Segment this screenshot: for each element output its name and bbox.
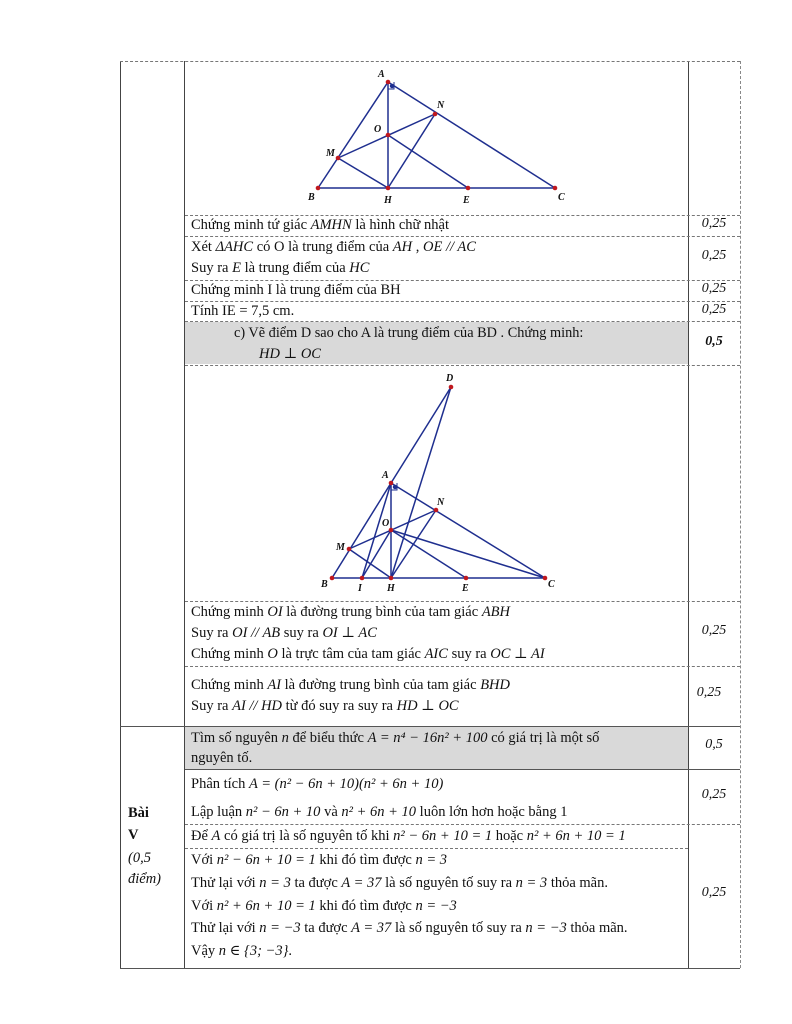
proof-oi-parallel: Suy ra OI // AB suy ra OI ⊥ AC [191, 625, 377, 641]
point-label: N [437, 497, 445, 508]
part-c-prompt: c) Vẽ điểm D sao cho A là trung điểm của BD . Chứng minh: [234, 325, 584, 341]
part-c-prompt-goal: HD ⊥ OC [259, 346, 321, 362]
bai5-points: (0,5 [128, 850, 151, 866]
score: 0,25 [701, 885, 727, 900]
bai5-prime-condition: Để A có giá trị là số nguyên tố khi n² − 6n + 10 = 1 hoặc n² + 6n + 10 = 1 [191, 828, 626, 844]
row-sep [185, 666, 740, 667]
point-label: H [384, 195, 392, 206]
score: 0,25 [701, 281, 727, 296]
row-sep [185, 321, 740, 322]
point-label: E [463, 195, 470, 206]
point-label: I [358, 583, 362, 594]
point-label: D [446, 373, 454, 384]
score: 0,25 [701, 302, 727, 317]
point-label: M [326, 148, 335, 159]
score: 0,25 [701, 623, 727, 638]
bai5-case-1: Với n² − 6n + 10 = 1 khi đó tìm được n = 3 [191, 852, 447, 868]
table-top-border [120, 61, 740, 62]
score: 0,25 [701, 787, 727, 802]
row-sep [185, 824, 740, 825]
proof-ai-midline: Chứng minh AI là đường trung bình của tam giác BHD [191, 677, 510, 693]
point-label: M [336, 542, 345, 553]
score: 0,5 [705, 737, 723, 752]
bai5-task-end: nguyên tố. [191, 750, 253, 766]
bai5-check-2: Thử lại với n = −3 ta được A = 37 là số nguyên tố suy ra n = −3 thỏa mãn. [191, 920, 628, 936]
bai5-number: V [128, 827, 139, 843]
bai5-conclusion: Vậy n ∈ {3; −3}. [191, 943, 292, 959]
bai5-top-border [120, 726, 740, 727]
bai5-check-1: Thử lại với n = 3 ta được A = 37 là số nguyên tố suy ra n = 3 thỏa mãn. [191, 875, 608, 891]
table-score-divider [688, 61, 689, 968]
proof-oi-midline: Chứng minh OI là đường trung bình của tam giác ABH [191, 604, 510, 620]
point-label: O [382, 518, 390, 529]
table-bottom-border [120, 968, 740, 969]
score: 0,5 [705, 334, 723, 349]
point-label: B [321, 579, 328, 590]
bai5-label: Bài [128, 805, 149, 821]
score: 0,25 [701, 216, 727, 231]
point-label: O [374, 124, 382, 135]
proof-hd-perp-oc: Suy ra AI // HD từ đó suy ra suy ra HD ⊥ OC [191, 698, 459, 714]
table-col-divider [184, 61, 185, 968]
row-amhn-rectangle: Chứng minh tứ giác AMHN là hình chữ nhật [191, 217, 449, 233]
table-left-border [120, 61, 121, 968]
point-label: A [382, 470, 389, 481]
point-label: C [548, 579, 555, 590]
bai5-task: Tìm số nguyên n để biểu thức A = n⁴ − 16n² + 100 có giá trị là một số [191, 730, 600, 746]
triangle-figure-1 [300, 66, 580, 208]
point-label: C [558, 192, 565, 203]
row-ie-length: Tính IE = 7,5 cm. [191, 303, 295, 319]
table-right-border [740, 61, 741, 968]
row-triangle-ahc: Xét ΔAHC có O là trung điểm của AH , OE // AC [191, 239, 476, 255]
row-sep [185, 848, 688, 849]
point-label: N [437, 100, 445, 111]
bai5-points-unit: điểm) [128, 871, 162, 887]
point-label: E [462, 583, 469, 594]
bai5-factorization: Phân tích A = (n² − 6n + 10)(n² + 6n + 10) [191, 776, 444, 792]
bai5-case-2: Với n² + 6n + 10 = 1 khi đó tìm được n = −3 [191, 898, 457, 914]
row-sep [185, 365, 740, 366]
score: 0,25 [696, 685, 722, 700]
row-i-midpoint: Chứng minh I là trung điểm của BH [191, 282, 401, 298]
triangle-figure-2 [318, 370, 558, 596]
point-label: H [387, 583, 395, 594]
score: 0,25 [701, 248, 727, 263]
row-sep [185, 769, 740, 770]
proof-orthocenter: Chứng minh O là trực tâm của tam giác AIC suy ra OC ⊥ AI [191, 646, 545, 662]
point-label: A [378, 69, 385, 80]
row-e-midpoint: Suy ra E là trung điểm của HC [191, 260, 370, 276]
point-label: B [308, 192, 315, 203]
bai5-argument: Lập luận n² − 6n + 10 và n² + 6n + 10 luôn lớn hơn hoặc bằng 1 [191, 804, 568, 820]
